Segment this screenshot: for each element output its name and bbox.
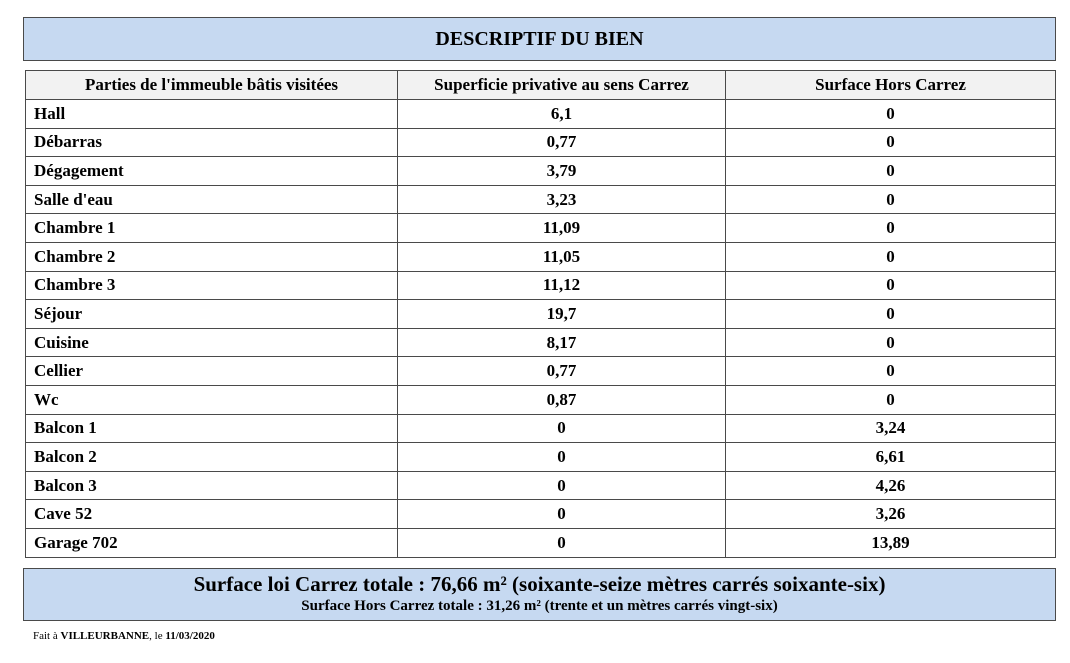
table-row xyxy=(26,271,1056,300)
carrez-cell: 3,23 xyxy=(398,185,726,214)
hors-carrez-cell: 4,26 xyxy=(726,471,1056,500)
table-row xyxy=(26,242,1056,271)
hors-carrez-cell: 0 xyxy=(726,100,1056,129)
carrez-cell: 0,87 xyxy=(398,385,726,414)
hors-carrez-cell: 13,89 xyxy=(726,528,1056,557)
carrez-cell: 0 xyxy=(398,443,726,472)
surface-table xyxy=(25,70,1056,558)
room-cell: Séjour xyxy=(26,300,398,329)
table-row xyxy=(26,471,1056,500)
room-cell: Hall xyxy=(26,100,398,129)
footer-signature-line xyxy=(33,630,215,642)
document-title-text: DESCRIPTIF DU BIEN xyxy=(435,27,644,50)
table-header-row xyxy=(26,71,1056,100)
hors-carrez-cell: 0 xyxy=(726,214,1056,243)
totals-box xyxy=(23,568,1056,621)
room-cell: Salle d'eau xyxy=(26,185,398,214)
table-row xyxy=(26,357,1056,386)
hors-carrez-cell: 6,61 xyxy=(726,443,1056,472)
room-cell: Cellier xyxy=(26,357,398,386)
carrez-cell: 0 xyxy=(398,471,726,500)
hors-carrez-cell: 3,26 xyxy=(726,500,1056,529)
header-rooms: Parties de l'immeuble bâtis visitées xyxy=(26,71,398,100)
table-row xyxy=(26,214,1056,243)
carrez-cell: 8,17 xyxy=(398,328,726,357)
room-cell: Dégagement xyxy=(26,157,398,186)
header-carrez: Superficie privative au sens Carrez xyxy=(398,71,726,100)
total-carrez: Surface loi Carrez totale : 76,66 m² (soixante-seize mètres carrés soixante-six) xyxy=(193,572,886,596)
room-cell: Wc xyxy=(26,385,398,414)
hors-carrez-cell: 0 xyxy=(726,128,1056,157)
room-cell: Garage 702 xyxy=(26,528,398,557)
table-row xyxy=(26,385,1056,414)
table-row xyxy=(26,328,1056,357)
footer-middle: , le xyxy=(149,630,166,642)
hors-carrez-cell: 0 xyxy=(726,271,1056,300)
room-cell: Balcon 1 xyxy=(26,414,398,443)
total-hors-carrez: Surface Hors Carrez totale : 31,26 m² (trente et un mètres carrés vingt-six) xyxy=(301,598,778,614)
carrez-cell: 11,05 xyxy=(398,242,726,271)
table-row xyxy=(26,128,1056,157)
room-cell: Chambre 3 xyxy=(26,271,398,300)
table-body xyxy=(26,100,1056,558)
carrez-cell: 0,77 xyxy=(398,357,726,386)
hors-carrez-cell: 0 xyxy=(726,385,1056,414)
carrez-cell: 0,77 xyxy=(398,128,726,157)
footer-prefix: Fait à xyxy=(33,630,61,642)
carrez-cell: 0 xyxy=(398,414,726,443)
room-cell: Chambre 1 xyxy=(26,214,398,243)
hors-carrez-cell: 0 xyxy=(726,242,1056,271)
table-row xyxy=(26,100,1056,129)
carrez-cell: 11,12 xyxy=(398,271,726,300)
table-row xyxy=(26,300,1056,329)
footer-city: VILLEURBANNE xyxy=(60,630,150,642)
table-row xyxy=(26,528,1056,557)
room-cell: Cuisine xyxy=(26,328,398,357)
hors-carrez-cell: 0 xyxy=(726,300,1056,329)
carrez-cell: 3,79 xyxy=(398,157,726,186)
table-row xyxy=(26,500,1056,529)
hors-carrez-cell: 0 xyxy=(726,328,1056,357)
table-row xyxy=(26,185,1056,214)
carrez-cell: 0 xyxy=(398,528,726,557)
hors-carrez-cell: 0 xyxy=(726,157,1056,186)
room-cell: Balcon 2 xyxy=(26,443,398,472)
room-cell: Cave 52 xyxy=(26,500,398,529)
hors-carrez-cell: 0 xyxy=(726,185,1056,214)
carrez-cell: 11,09 xyxy=(398,214,726,243)
document-title xyxy=(23,17,1056,61)
table-row xyxy=(26,157,1056,186)
room-cell: Balcon 3 xyxy=(26,471,398,500)
room-cell: Débarras xyxy=(26,128,398,157)
hors-carrez-cell: 3,24 xyxy=(726,414,1056,443)
carrez-cell: 19,7 xyxy=(398,300,726,329)
room-cell: Chambre 2 xyxy=(26,242,398,271)
carrez-cell: 6,1 xyxy=(398,100,726,129)
hors-carrez-cell: 0 xyxy=(726,357,1056,386)
table-row xyxy=(26,443,1056,472)
table-row xyxy=(26,414,1056,443)
header-hors-carrez: Surface Hors Carrez xyxy=(726,71,1056,100)
carrez-cell: 0 xyxy=(398,500,726,529)
footer-date: 11/03/2020 xyxy=(165,630,215,642)
